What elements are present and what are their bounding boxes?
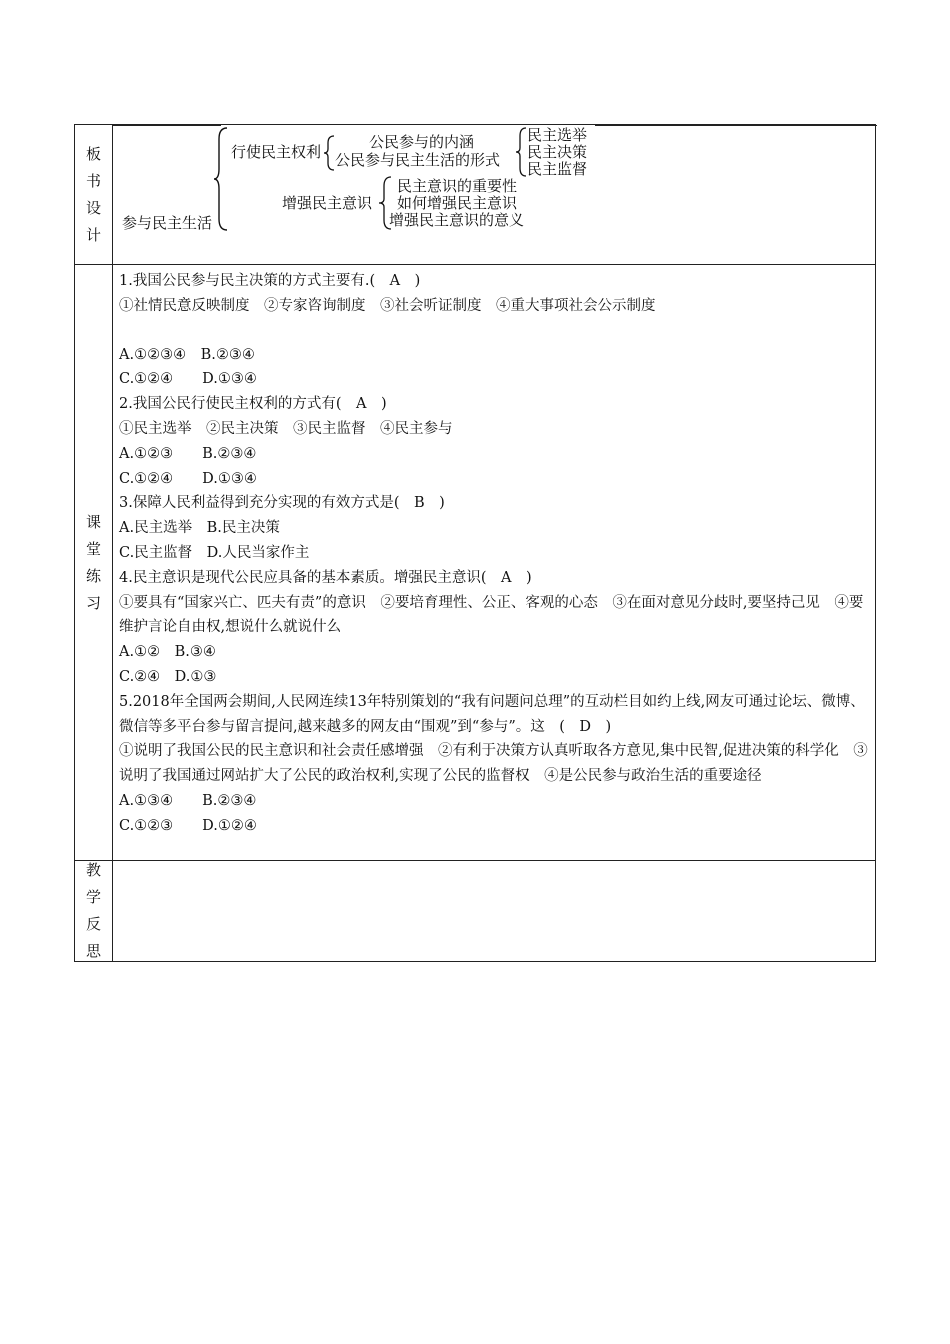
label-char: 思 bbox=[85, 942, 101, 960]
brace-icon bbox=[213, 127, 229, 231]
board-design-label bbox=[75, 125, 113, 264]
reflection-label bbox=[75, 861, 113, 961]
label-char: 书 bbox=[85, 171, 101, 190]
question-options: ①社情民意反映制度 ②专家咨询制度 ③社会听证制度 ④重大事项社会公示制度 bbox=[119, 297, 656, 314]
board-branch-2-item: 如何增强民主意识 bbox=[397, 194, 518, 212]
board-branch-2-item: 民主意识的重要性 bbox=[397, 177, 518, 195]
question-answers: A.民主选举 B.民主决策 bbox=[119, 520, 280, 537]
label-char: 计 bbox=[85, 225, 101, 244]
board-root: 参与民主生活 bbox=[122, 214, 213, 232]
question-stem: 2.我国公民行使民主权利的方式有( A ) bbox=[119, 396, 387, 413]
question-answers: C.①②③ D.①②④ bbox=[119, 817, 257, 834]
label-char: 习 bbox=[85, 593, 101, 612]
board-branch-1-item: 公民参与的内涵 bbox=[369, 133, 475, 151]
question-answers: A.①②③ B.②③④ bbox=[119, 445, 257, 462]
question-options: ①要具有“国家兴亡、匹夫有责”的意识 ②要培育理性、公正、客观的心态 ③在面对意见分歧时,要坚持己见 ④要维护言论自由权,想说什么就说什么 bbox=[119, 594, 864, 636]
board-branch-1-sub: 民主选举 bbox=[527, 126, 588, 144]
board-branch-1-sub: 民主监督 bbox=[527, 160, 588, 178]
brace-icon bbox=[515, 127, 527, 177]
label-char: 堂 bbox=[85, 539, 101, 558]
label-char: 设 bbox=[85, 198, 101, 217]
question-stem: 1.我国公民参与民主决策的方式主要有.( A ) bbox=[119, 273, 421, 289]
board-branch-2: 增强民主意识 bbox=[282, 194, 373, 212]
label-char: 学 bbox=[85, 888, 101, 906]
reflection-content bbox=[113, 861, 875, 961]
board-branch-1-item: 公民参与民主生活的形式 bbox=[335, 151, 501, 169]
label-char: 反 bbox=[85, 915, 101, 933]
question-answers: C.①②④ D.①③④ bbox=[119, 470, 257, 487]
question-stem: 5.2018年全国两会期间,人民网连续13年特别策划的“我有问题问总理”的互动栏目如约上线,网友可通过论坛、微博、微信等多平台参与留言提问,越来越多的网友由“围观”到“参与”。这 ( D ) bbox=[119, 693, 865, 735]
board-branch-2-item: 增强民主意识的意义 bbox=[389, 211, 525, 229]
practice-content bbox=[113, 265, 875, 860]
divider-line bbox=[595, 125, 877, 126]
board-branch-1: 行使民主权利 bbox=[231, 143, 322, 161]
label-char: 教 bbox=[85, 861, 101, 879]
question-answers: A.①③④ B.②③④ bbox=[119, 792, 257, 809]
reflection-row bbox=[75, 861, 875, 961]
label-char: 课 bbox=[85, 512, 101, 531]
lesson-table bbox=[74, 124, 876, 962]
divider-line bbox=[113, 125, 221, 126]
brace-icon bbox=[323, 135, 335, 171]
question-answers: A.①②③④ B.②③④ bbox=[119, 346, 255, 363]
question-answers: C.②④ D.①③ bbox=[119, 668, 217, 685]
question-answers: C.①②④ D.①③④ bbox=[119, 371, 257, 388]
question-stem: 4.民主意识是现代公民应具备的基本素质。增强民主意识( A ) bbox=[119, 569, 532, 586]
label-char: 板 bbox=[85, 144, 101, 163]
question-options: ①民主选举 ②民主决策 ③民主监督 ④民主参与 bbox=[119, 420, 453, 437]
practice-row bbox=[75, 265, 875, 861]
question-answers: C.民主监督 D.人民当家作主 bbox=[119, 544, 310, 561]
question-options: ①说明了我国公民的民主意识和社会责任感增强 ②有利于决策方认真听取各方意见,集中民智,促进决策的科学化 ③说明了我国通过网站扩大了公民的政治权利,实现了公民的监督权 ④是公民参与政治生活的重要途径 bbox=[119, 743, 868, 785]
board-design-row bbox=[75, 125, 875, 265]
board-design-diagram bbox=[113, 125, 875, 264]
question-stem: 3.保障人民利益得到充分实现的有效方式是( B ) bbox=[119, 495, 445, 512]
board-branch-1-sub: 民主决策 bbox=[527, 143, 588, 161]
question-answers: A.①② B.③④ bbox=[119, 644, 216, 661]
practice-label bbox=[75, 265, 113, 860]
label-char: 练 bbox=[85, 566, 101, 585]
